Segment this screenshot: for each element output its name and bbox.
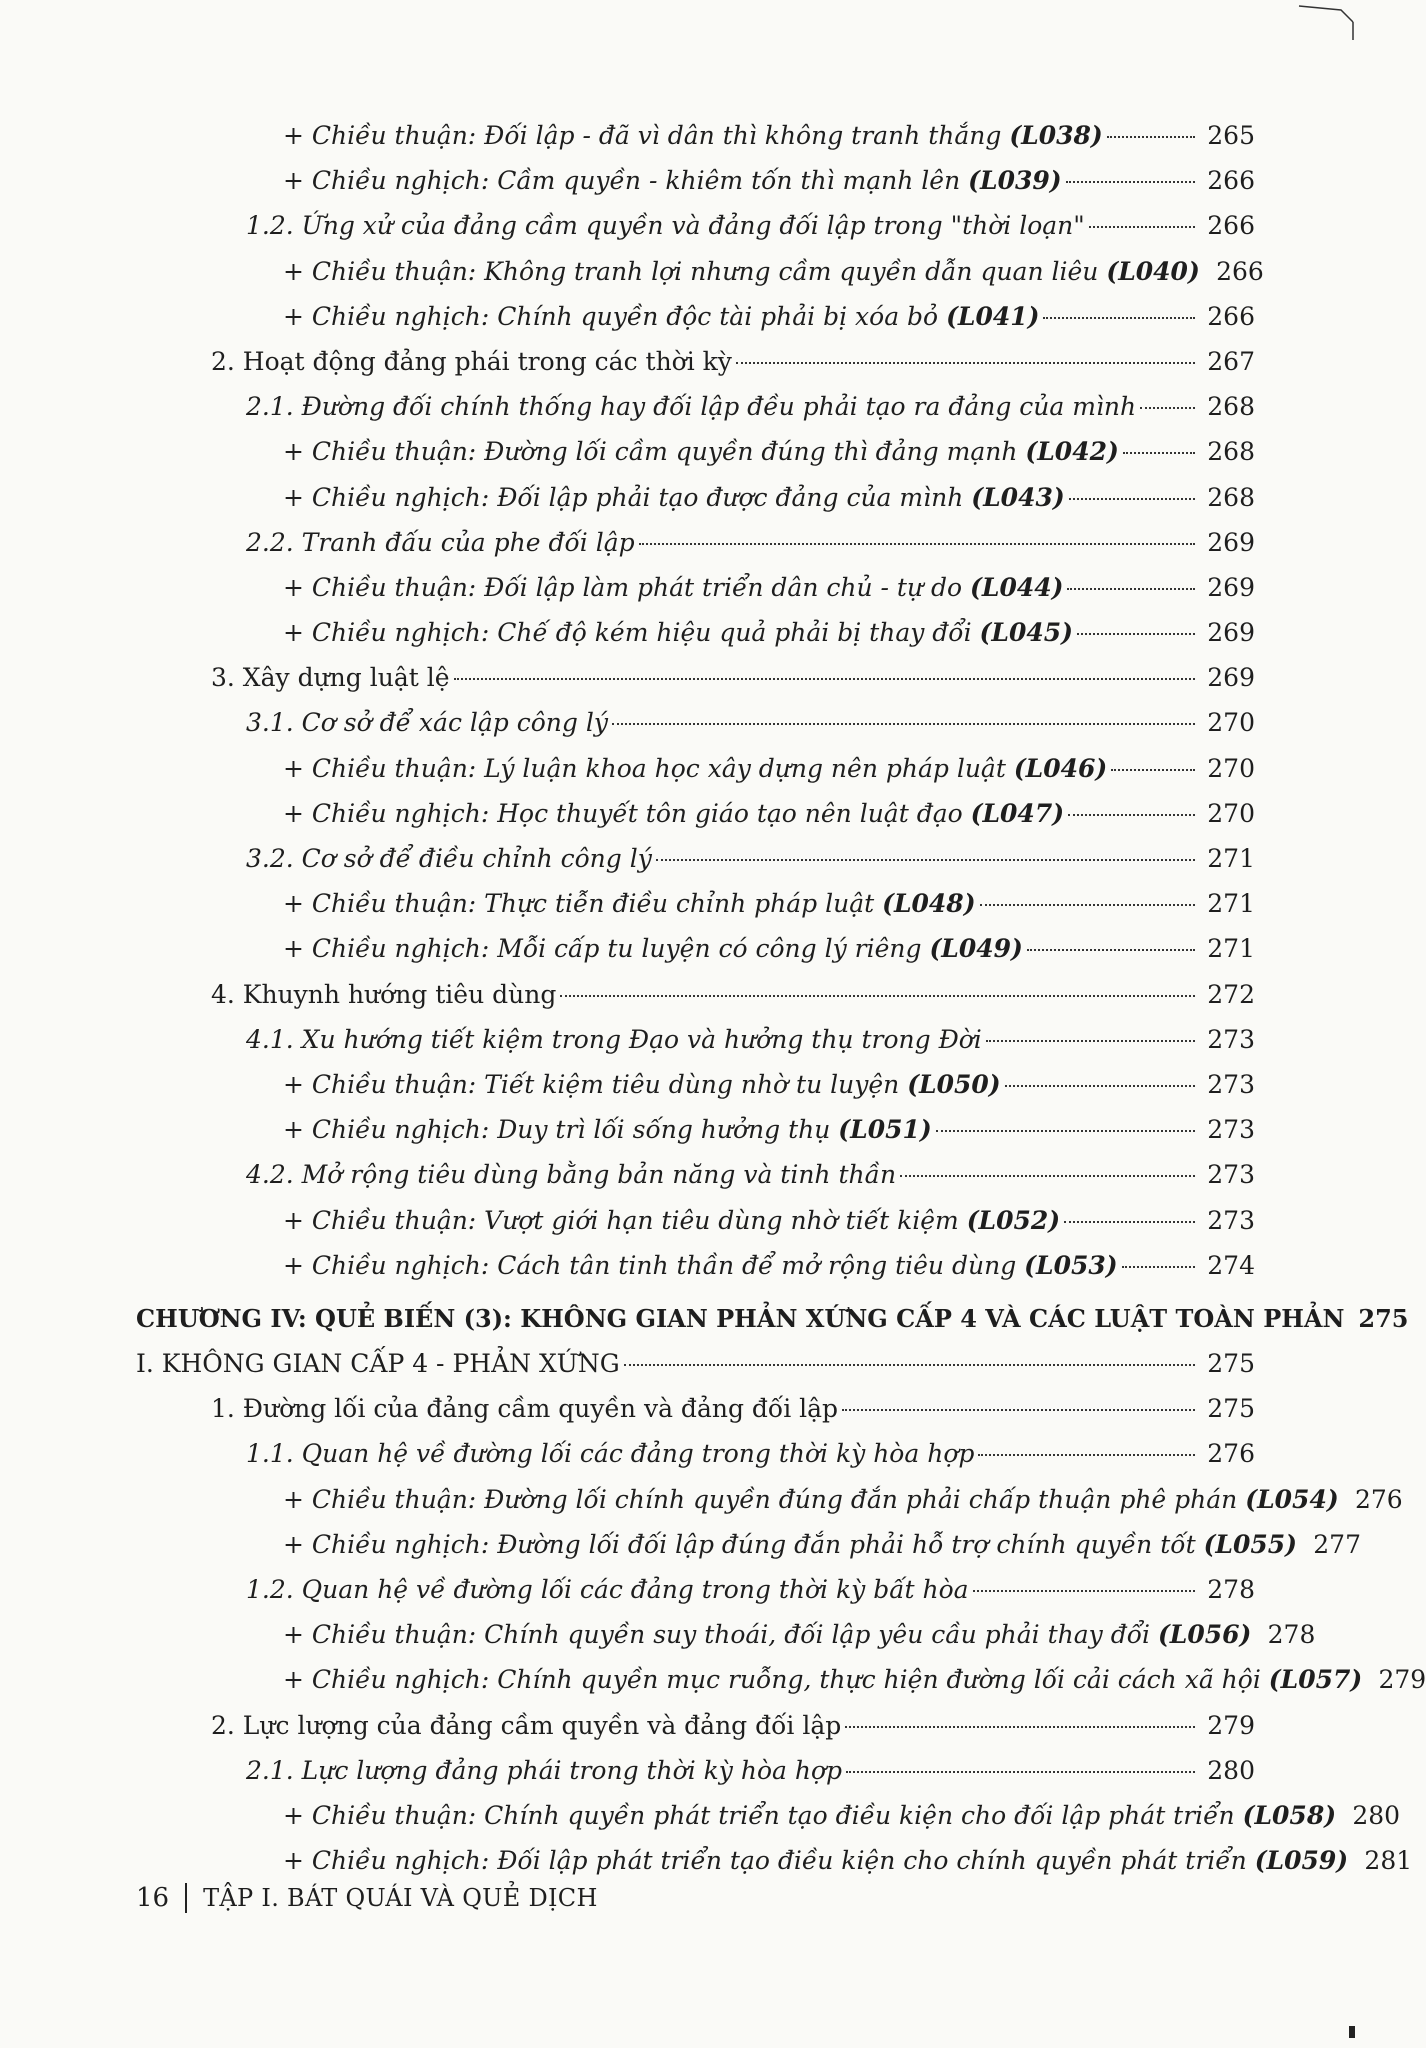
toc-entry[interactable] bbox=[0, 655, 1361, 700]
toc-entry-title: 2.2. Tranh đấu của phe đối lập bbox=[246, 527, 635, 557]
toc-entry-page: 271 bbox=[1207, 889, 1255, 919]
toc-entry[interactable] bbox=[0, 1243, 1361, 1288]
dot-leader bbox=[980, 904, 1195, 906]
toc-entry-space bbox=[963, 791, 971, 836]
toc-entry-page: 266 bbox=[1207, 211, 1255, 241]
toc-entry-title: 1. Đường lối của đảng cầm quyền và đảng đối lập bbox=[211, 1394, 839, 1424]
toc-entry-space bbox=[899, 1062, 907, 1107]
toc-entry-page: 273 bbox=[1207, 1205, 1255, 1235]
toc-entry-code: (L047) bbox=[970, 798, 1065, 828]
toc-entry-page: 273 bbox=[1207, 1069, 1255, 1099]
toc-entry-title: 3.2. Cơ sở để điều chỉnh công lý bbox=[246, 844, 652, 873]
dot-leader bbox=[1067, 588, 1195, 590]
toc-entry-page: 271 bbox=[1207, 844, 1255, 873]
toc-entry-space bbox=[922, 926, 930, 971]
toc-entry-title: 1.2. Quan hệ về đường lối các đảng trong thời kỳ bất hòa bbox=[246, 1575, 969, 1604]
toc-entry-space bbox=[1247, 1838, 1255, 1883]
toc-entry-page: 270 bbox=[1207, 753, 1255, 783]
toc-entry-page: 268 bbox=[1207, 437, 1255, 467]
toc-entry-title: + Chiều nghịch: Đối lập phải tạo được đảng của mình bbox=[283, 482, 964, 512]
toc-entry[interactable] bbox=[0, 1341, 1361, 1386]
toc-entry-code: (L057) bbox=[1268, 1665, 1363, 1695]
dot-leader bbox=[978, 1454, 1195, 1456]
dot-leader bbox=[1107, 136, 1195, 138]
toc-entry-page: 275 bbox=[1358, 1303, 1409, 1333]
toc-entry-title: + Chiều thuận: Tiết kiệm tiêu dùng nhờ tu luyện bbox=[283, 1069, 900, 1099]
toc-entry-space bbox=[962, 565, 970, 610]
toc-entry[interactable] bbox=[0, 972, 1361, 1017]
toc-entry[interactable] bbox=[0, 294, 1361, 339]
page-number: 16 bbox=[136, 1883, 170, 1913]
toc-entry-page: 266 bbox=[1207, 166, 1255, 196]
toc-entry-title: + Chiều thuận: Đối lập - đã vì dân thì không tranh thắng bbox=[283, 121, 1002, 150]
toc-entry[interactable] bbox=[0, 926, 1361, 971]
toc-entry[interactable] bbox=[0, 1522, 1361, 1567]
toc-entry-page: 267 bbox=[1207, 346, 1255, 376]
toc-entry[interactable] bbox=[0, 158, 1361, 203]
toc-entry-title: + Chiều nghịch: Chế độ kém hiệu quả phải bị thay đổi bbox=[283, 618, 972, 648]
toc-entry-space bbox=[972, 610, 980, 655]
dot-leader bbox=[639, 543, 1195, 545]
toc-entry-code: (L039) bbox=[968, 166, 1062, 196]
toc-entry[interactable] bbox=[0, 1152, 1361, 1197]
dot-leader bbox=[1064, 1221, 1195, 1223]
toc-entry[interactable] bbox=[0, 1296, 1409, 1341]
toc-entry-code: (L042) bbox=[1025, 437, 1119, 467]
toc-entry-title: I. KHÔNG GIAN CẤP 4 - PHẢN XỨNG bbox=[136, 1349, 620, 1379]
toc-entry-title: 3. Xây dựng luật lệ bbox=[211, 663, 450, 693]
toc-entry-title: + Chiều nghịch: Đối lập phát triển tạo điều kiện cho chính quyền phát triển bbox=[283, 1846, 1247, 1876]
dot-leader bbox=[1043, 317, 1195, 319]
toc-entry[interactable] bbox=[0, 384, 1361, 429]
toc-entry-title: + Chiều nghịch: Duy trì lối sống hưởng thụ bbox=[283, 1115, 831, 1145]
toc-entry-title: + Chiều thuận: Lý luận khoa học xây dựng nên pháp luật bbox=[283, 753, 1006, 783]
toc-entry-code: (L058) bbox=[1242, 1800, 1337, 1830]
toc-entry-title: + Chiều thuận: Chính quyền suy thoái, đối lập yêu cầu phải thay đổi bbox=[283, 1620, 1150, 1650]
toc-entry-page: 268 bbox=[1207, 482, 1255, 512]
toc-entry-page: 279 bbox=[1207, 1710, 1255, 1740]
footer-divider bbox=[185, 1883, 187, 1913]
toc-entry[interactable] bbox=[0, 881, 1361, 926]
toc-entry[interactable] bbox=[0, 1431, 1361, 1476]
toc-entry[interactable] bbox=[0, 475, 1361, 520]
toc-entry[interactable] bbox=[0, 700, 1361, 745]
toc-entry-page: 269 bbox=[1207, 618, 1255, 648]
toc-entry-space bbox=[963, 475, 971, 520]
dot-leader bbox=[1069, 498, 1195, 500]
toc-entry-title: 4. Khuynh hướng tiêu dùng bbox=[211, 979, 557, 1009]
toc-entry-page: 269 bbox=[1207, 663, 1255, 693]
toc-entry-code: (L059) bbox=[1254, 1846, 1349, 1876]
toc-entry-page: 266 bbox=[1216, 256, 1264, 286]
toc-entry[interactable] bbox=[0, 429, 1361, 474]
dot-leader bbox=[842, 1409, 1195, 1411]
toc-entry-page: 280 bbox=[1207, 1755, 1255, 1785]
dot-leader bbox=[973, 1590, 1195, 1592]
toc-entry-page: 276 bbox=[1207, 1439, 1255, 1469]
dot-leader bbox=[1068, 814, 1195, 816]
toc-entry-code: (L054) bbox=[1245, 1484, 1339, 1514]
toc-entry-title: 3.1. Cơ sở để xác lập công lý bbox=[246, 708, 608, 738]
toc-entry-page: 268 bbox=[1207, 392, 1255, 422]
toc-entry-page: 275 bbox=[1207, 1349, 1255, 1379]
toc-entry-space bbox=[959, 1198, 967, 1243]
toc-entry-page: 279 bbox=[1378, 1665, 1426, 1695]
dot-leader bbox=[1089, 226, 1195, 228]
toc-entry[interactable] bbox=[0, 1017, 1361, 1062]
toc-entry-page: 276 bbox=[1354, 1484, 1403, 1514]
dot-leader bbox=[1066, 181, 1195, 183]
dot-leader bbox=[1140, 407, 1195, 409]
toc-entry[interactable] bbox=[0, 1477, 1403, 1522]
dot-leader bbox=[736, 362, 1195, 364]
toc-entry-title: + Chiều thuận: Thực tiễn điều chỉnh pháp luật bbox=[283, 889, 875, 919]
toc-entry[interactable] bbox=[0, 1793, 1401, 1838]
toc-entry-code: (L048) bbox=[882, 889, 976, 919]
toc-entry-code: (L055) bbox=[1203, 1529, 1297, 1559]
toc-entry-title: 2. Lực lượng của đảng cầm quyền và đảng đối lập bbox=[211, 1710, 842, 1740]
toc-entry-space bbox=[1001, 113, 1009, 158]
dot-leader bbox=[986, 1040, 1195, 1042]
toc-entry-code: (L056) bbox=[1157, 1620, 1252, 1650]
dot-leader bbox=[936, 1130, 1195, 1132]
toc-entry-title: + Chiều thuận: Đường lối chính quyền đúng đắn phải chấp thuận phê phán bbox=[283, 1484, 1238, 1514]
toc-entry-page: 280 bbox=[1352, 1800, 1401, 1830]
toc-entry-page: 266 bbox=[1207, 301, 1255, 331]
volume-title: TẬP I. BÁT QUÁI VÀ QUẺ DỊCH bbox=[203, 1884, 598, 1912]
toc-entry-page: 278 bbox=[1207, 1575, 1255, 1604]
toc-entry-title: CHƯƠNG IV: QUẺ BIẾN (3): KHÔNG GIAN PHẢN XỨNG CẤP 4 VÀ CÁC LUẬT TOÀN PHẢN bbox=[136, 1303, 1345, 1333]
corner-stroke-mark bbox=[1297, 0, 1357, 40]
toc-entry-page: 265 bbox=[1207, 121, 1255, 150]
toc-entry-space bbox=[1235, 1793, 1243, 1838]
table-of-contents bbox=[0, 113, 1426, 1883]
toc-entry-title: 4.1. Xu hướng tiết kiệm trong Đạo và hưởng thụ trong Đời bbox=[246, 1024, 982, 1054]
toc-entry-title: + Chiều thuận: Chính quyền phát triển tạo điều kiện cho đối lập phát triển bbox=[283, 1800, 1235, 1830]
toc-entry-title: + Chiều nghịch: Học thuyết tôn giáo tạo nên luật đạo bbox=[283, 798, 963, 828]
toc-entry-page: 270 bbox=[1207, 708, 1255, 738]
toc-entry-code: (L050) bbox=[907, 1069, 1001, 1099]
toc-entry-page: 281 bbox=[1364, 1846, 1413, 1876]
toc-entry-title: + Chiều nghịch: Đường lối đối lập đúng đắn phải hỗ trợ chính quyền tốt bbox=[283, 1529, 1196, 1559]
dot-leader bbox=[900, 1175, 1195, 1177]
toc-entry-page: 269 bbox=[1207, 572, 1255, 602]
toc-entry-space bbox=[1150, 1612, 1158, 1657]
dot-leader bbox=[560, 995, 1195, 997]
dot-leader bbox=[1122, 1266, 1195, 1268]
toc-entry-title: 1.1. Quan hệ về đường lối các đảng trong thời kỳ hòa hợp bbox=[246, 1439, 975, 1469]
dot-leader bbox=[1027, 949, 1195, 951]
toc-entry[interactable] bbox=[0, 1386, 1361, 1431]
toc-entry[interactable] bbox=[0, 1107, 1361, 1152]
toc-entry-title: + Chiều thuận: Đường lối cầm quyền đúng thì đảng mạnh bbox=[283, 437, 1018, 467]
toc-entry-space bbox=[1017, 429, 1025, 474]
toc-entry-space bbox=[1098, 249, 1106, 294]
toc-entry-code: (L041) bbox=[946, 301, 1040, 331]
toc-entry-page: 273 bbox=[1207, 1115, 1255, 1145]
dot-leader bbox=[845, 1726, 1195, 1728]
toc-entry[interactable] bbox=[0, 1748, 1361, 1793]
toc-entry-space bbox=[1006, 746, 1014, 791]
toc-entry-page: 277 bbox=[1313, 1529, 1361, 1559]
toc-entry[interactable] bbox=[0, 1612, 1361, 1657]
toc-entry[interactable] bbox=[0, 113, 1361, 158]
toc-entry[interactable] bbox=[0, 746, 1361, 791]
toc-entry-page: 271 bbox=[1207, 934, 1255, 964]
toc-entry-space bbox=[830, 1107, 838, 1152]
toc-entry-space bbox=[1261, 1657, 1269, 1702]
toc-entry-title: + Chiều nghịch: Chính quyền mục ruỗng, thực hiện đường lối cải cách xã hội bbox=[283, 1665, 1261, 1695]
toc-entry[interactable] bbox=[0, 249, 1361, 294]
toc-entry-code: (L046) bbox=[1013, 753, 1108, 783]
toc-entry-page: 269 bbox=[1207, 527, 1255, 557]
toc-entry-space bbox=[1196, 1522, 1204, 1567]
toc-entry-title: + Chiều nghịch: Chính quyền độc tài phải bị xóa bỏ bbox=[283, 301, 939, 331]
toc-entry[interactable] bbox=[0, 339, 1361, 384]
toc-entry-code: (L053) bbox=[1024, 1250, 1118, 1280]
toc-entry-space bbox=[1016, 1243, 1024, 1288]
toc-entry-code: (L044) bbox=[970, 572, 1064, 602]
toc-entry-space bbox=[938, 294, 946, 339]
toc-entry-space bbox=[1237, 1477, 1245, 1522]
dot-leader bbox=[1005, 1085, 1195, 1087]
toc-entry[interactable] bbox=[0, 836, 1361, 881]
corner-dot bbox=[1349, 2026, 1355, 2038]
toc-entry[interactable] bbox=[0, 203, 1361, 248]
toc-entry-title: + Chiều nghịch: Mỗi cấp tu luyện có công lý riêng bbox=[283, 934, 922, 964]
toc-entry[interactable] bbox=[0, 1567, 1361, 1612]
toc-entry-code: (L043) bbox=[971, 482, 1065, 512]
toc-entry-title: 1.2. Ứng xử của đảng cầm quyền và đảng đối lập trong "thời loạn" bbox=[246, 211, 1085, 241]
toc-entry-title: 2.1. Đường đối chính thống hay đối lập đều phải tạo ra đảng của mình bbox=[246, 392, 1137, 422]
dot-leader bbox=[1077, 633, 1195, 635]
dot-leader bbox=[624, 1364, 1195, 1366]
dot-leader bbox=[1111, 769, 1195, 771]
toc-entry-title: + Chiều thuận: Không tranh lợi nhưng cầm quyền dẫn quan liêu bbox=[283, 256, 1099, 286]
toc-entry[interactable] bbox=[0, 520, 1361, 565]
toc-entry-space bbox=[960, 158, 968, 203]
dot-leader bbox=[1123, 452, 1195, 454]
toc-entry-page: 273 bbox=[1207, 1024, 1255, 1054]
toc-entry[interactable] bbox=[0, 791, 1361, 836]
toc-entry[interactable] bbox=[0, 1657, 1426, 1702]
toc-entry-title: 4.2. Mở rộng tiêu dùng bằng bản năng và tinh thần bbox=[246, 1160, 897, 1190]
dot-leader bbox=[612, 723, 1195, 725]
toc-entry-space bbox=[874, 881, 882, 926]
toc-entry[interactable] bbox=[0, 1838, 1413, 1883]
toc-entry-page: 275 bbox=[1207, 1394, 1255, 1424]
toc-entry[interactable] bbox=[0, 1703, 1361, 1748]
toc-entry-page: 278 bbox=[1267, 1620, 1316, 1650]
dot-leader bbox=[846, 1771, 1195, 1773]
toc-entry-page: 273 bbox=[1207, 1160, 1255, 1190]
toc-entry-code: (L052) bbox=[966, 1205, 1061, 1235]
toc-entry-page: 272 bbox=[1207, 979, 1255, 1009]
toc-entry-code: (L051) bbox=[838, 1115, 932, 1145]
dot-leader bbox=[454, 678, 1195, 680]
toc-entry-code: (L040) bbox=[1106, 256, 1200, 286]
toc-entry-code: (L049) bbox=[929, 934, 1023, 964]
toc-entry-title: 2.1. Lực lượng đảng phái trong thời kỳ hòa hợp bbox=[246, 1755, 843, 1785]
toc-entry-title: + Chiều nghịch: Cầm quyền - khiêm tốn thì mạnh lên bbox=[283, 166, 961, 196]
toc-entry-title: + Chiều nghịch: Cách tân tinh thần để mở rộng tiêu dùng bbox=[283, 1250, 1017, 1280]
toc-entry-title: + Chiều thuận: Đối lập làm phát triển dân chủ - tự do bbox=[283, 572, 963, 602]
toc-entry-title: + Chiều thuận: Vượt giới hạn tiêu dùng nhờ tiết kiệm bbox=[283, 1205, 959, 1235]
toc-entry-page: 274 bbox=[1207, 1250, 1255, 1280]
toc-entry-code: (L045) bbox=[979, 618, 1073, 648]
toc-entry[interactable] bbox=[0, 1198, 1361, 1243]
toc-entry-title: 2. Hoạt động đảng phái trong các thời kỳ bbox=[211, 346, 732, 376]
toc-entry-page: 270 bbox=[1207, 798, 1255, 828]
toc-entry[interactable] bbox=[0, 565, 1361, 610]
page-footer bbox=[136, 1883, 598, 1913]
toc-entry[interactable] bbox=[0, 610, 1361, 655]
toc-entry-code: (L038) bbox=[1009, 121, 1103, 150]
toc-entry[interactable] bbox=[0, 1062, 1361, 1107]
dot-leader bbox=[656, 859, 1195, 861]
